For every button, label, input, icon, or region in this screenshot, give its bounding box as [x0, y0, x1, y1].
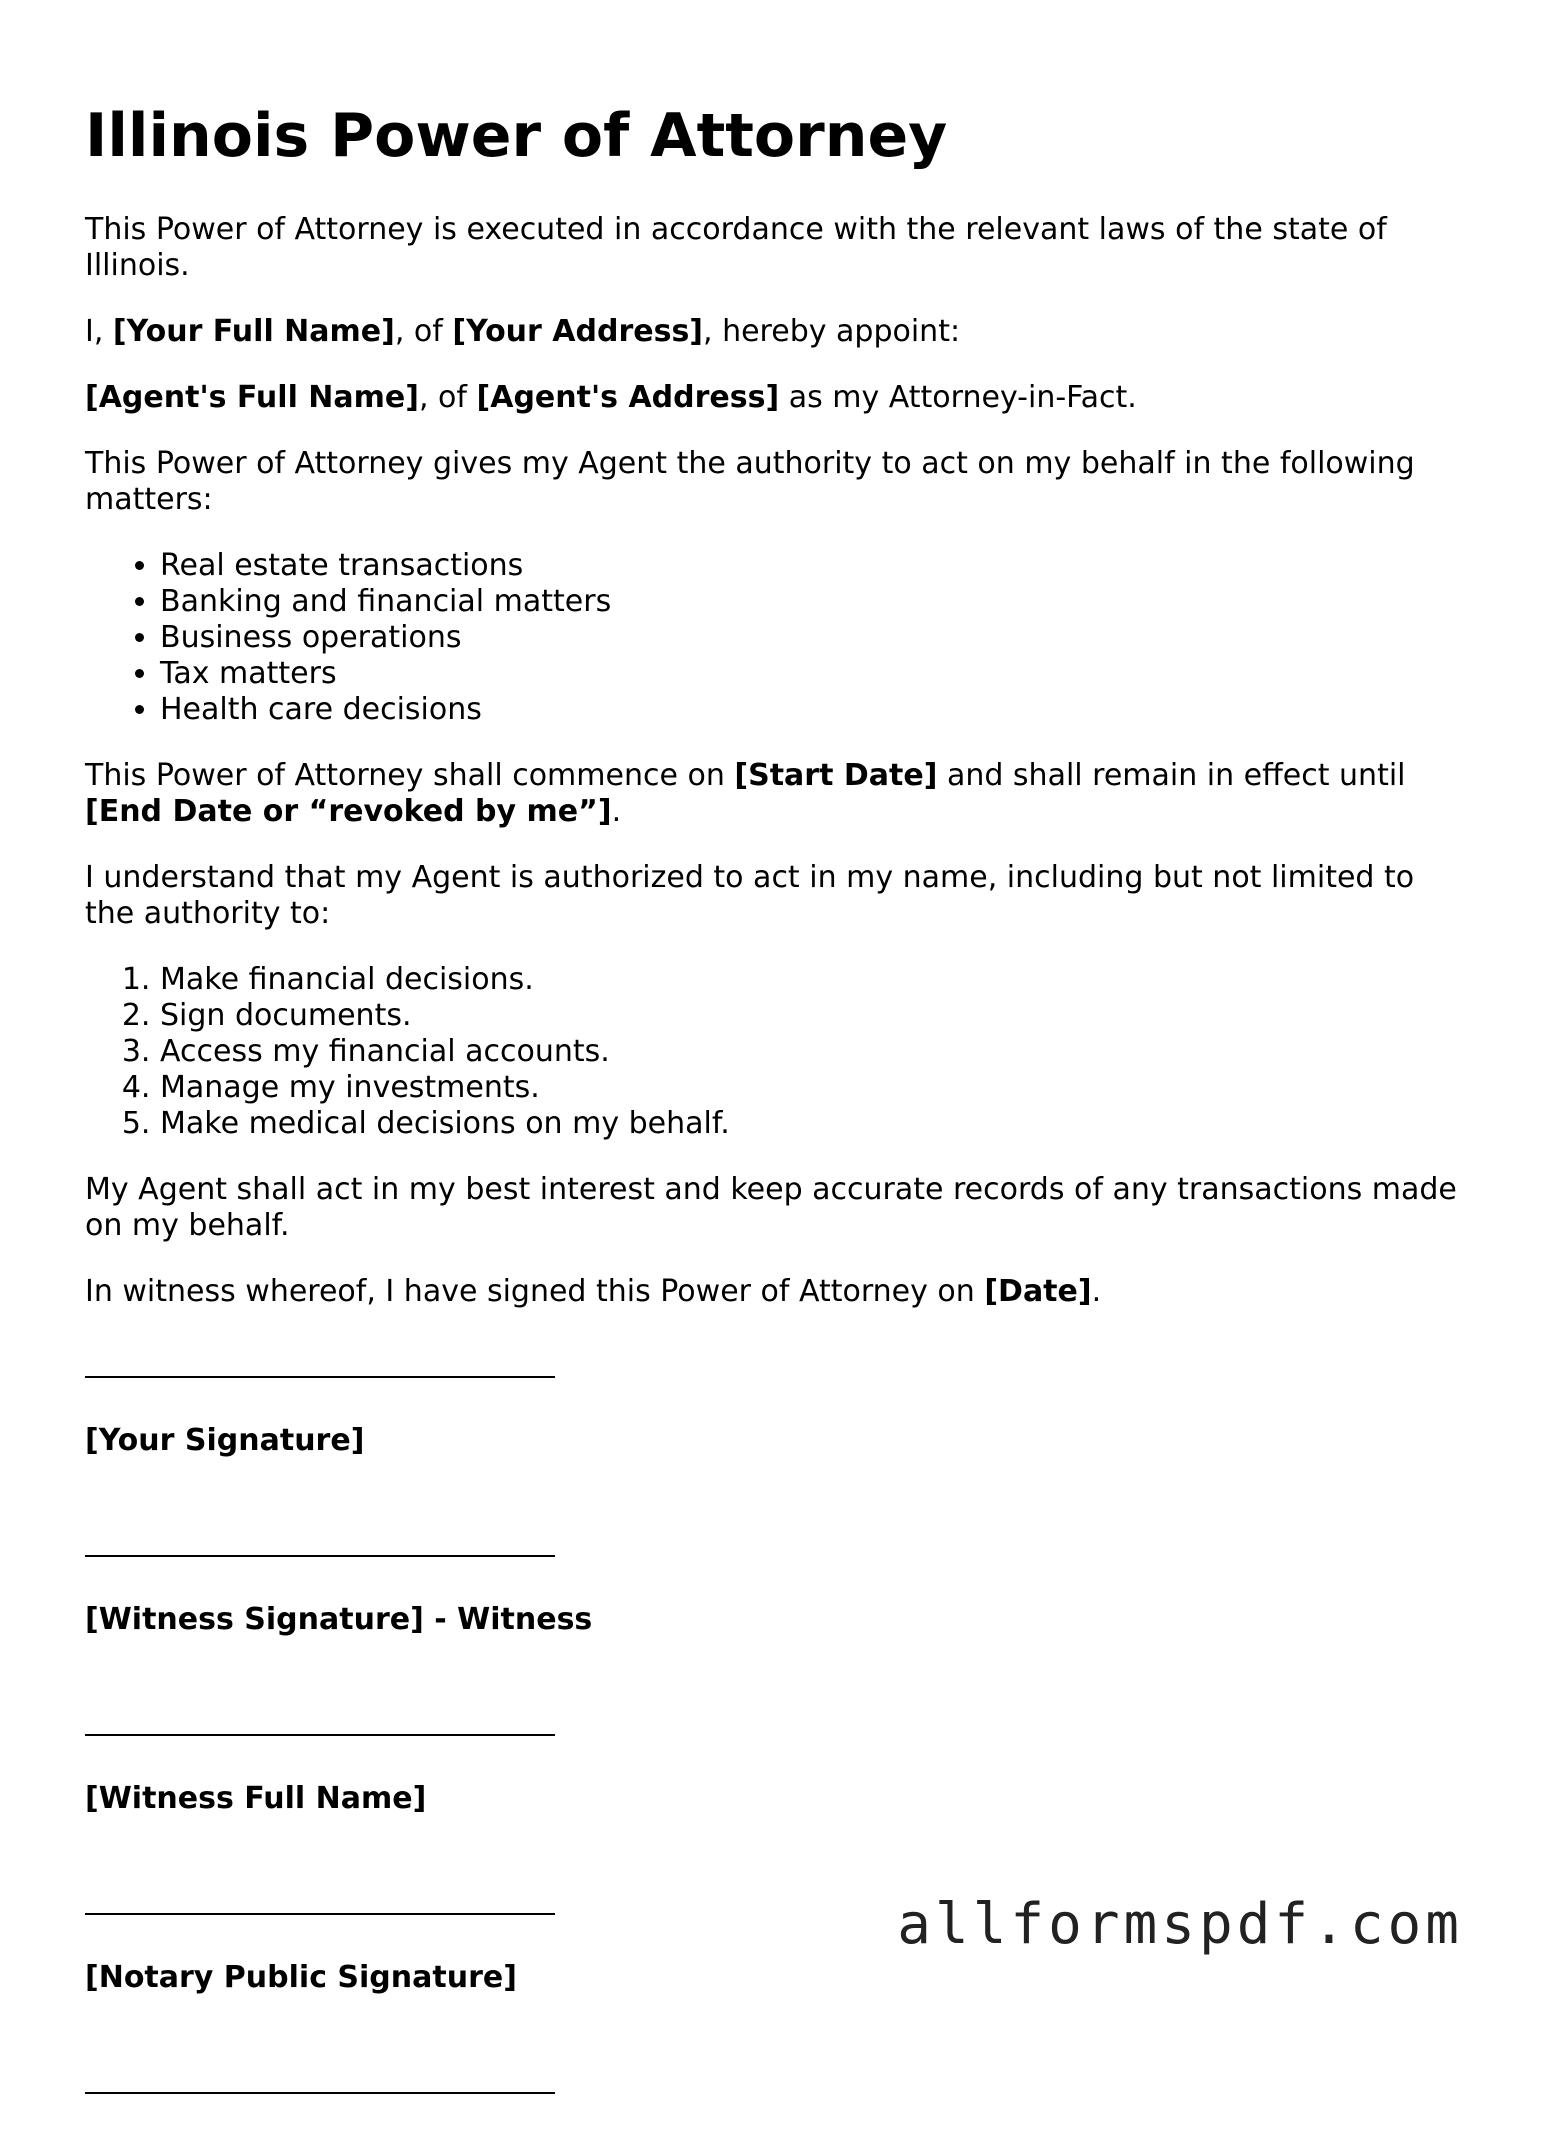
list-item: 4. Manage my investments. [160, 1070, 1465, 1106]
witness-prefix: In witness whereof, I have signed this Power of Attorney on [85, 1274, 985, 1309]
list-item: 2. Sign documents. [160, 998, 1465, 1034]
date-placeholder: [Date] [984, 1274, 1092, 1309]
term-suffix: . [611, 794, 622, 829]
powers-list [85, 962, 1465, 1142]
notary-signature-label: [Notary Public Signature] [85, 1960, 517, 1995]
list-item: • Tax matters [160, 656, 1465, 692]
best-interest-paragraph: My Agent shall act in my best interest and keep accurate records of any transactions made on my behalf. [85, 1172, 1457, 1243]
list-item: • Banking and financial matters [160, 584, 1465, 620]
agent-of: , of [418, 380, 477, 415]
agent-address-placeholder: [Agent's Address] [476, 380, 780, 415]
document-page [85, 100, 1465, 2139]
witness-full-name-label: [Witness Full Name] [85, 1781, 427, 1816]
appoint-prefix: I, [85, 314, 113, 349]
matters-list [85, 548, 1465, 728]
list-item: • Business operations [160, 620, 1465, 656]
document-title: Illinois Power of Attorney [85, 101, 948, 171]
your-address-placeholder: [Your Address] [452, 314, 704, 349]
signature-line[interactable] [85, 1519, 555, 1557]
your-signature-label: [Your Signature] [85, 1423, 365, 1458]
appoint-of: , of [394, 314, 453, 349]
list-item: • Health care decisions [160, 692, 1465, 728]
witness-suffix: . [1091, 1274, 1102, 1309]
agent-paragraph [85, 380, 1465, 416]
list-item: 1. Make financial decisions. [160, 962, 1465, 998]
signature-line[interactable] [85, 1698, 555, 1736]
list-item: • Real estate transactions [160, 548, 1465, 584]
signature-line[interactable] [85, 1877, 555, 1915]
end-date-placeholder: [End Date or “revoked by me”] [85, 794, 612, 829]
understand-paragraph: I understand that my Agent is authorized to act in my name, including but not limited to the authority to: [85, 860, 1415, 931]
list-item: 3. Access my financial accounts. [160, 1034, 1465, 1070]
appoint-suffix: , hereby appoint: [703, 314, 961, 349]
agent-name-placeholder: [Agent's Full Name] [85, 380, 419, 415]
appointment-paragraph [85, 314, 1465, 350]
signature-block [85, 1340, 1465, 2094]
list-item: 5. Make medical decisions on my behalf. [160, 1106, 1465, 1142]
signature-line[interactable] [85, 2056, 555, 2094]
agent-suffix: as my Attorney-in-Fact. [779, 380, 1137, 415]
start-date-placeholder: [Start Date] [734, 758, 938, 793]
watermark: allformspdf.com [897, 1892, 1463, 1957]
term-middle: and shall remain in effect until [937, 758, 1406, 793]
witness-paragraph [85, 1274, 1465, 1310]
intro-paragraph: This Power of Attorney is executed in accordance with the relevant laws of the state of Illinois. [85, 212, 1387, 283]
term-prefix: This Power of Attorney shall commence on [85, 758, 735, 793]
your-full-name-placeholder: [Your Full Name] [112, 314, 395, 349]
term-paragraph [85, 758, 1465, 830]
authority-intro-paragraph: This Power of Attorney gives my Agent the authority to act on my behalf in the following matters: [85, 446, 1415, 517]
signature-line[interactable] [85, 1340, 555, 1378]
witness-signature-label: [Witness Signature] - Witness [85, 1602, 593, 1637]
